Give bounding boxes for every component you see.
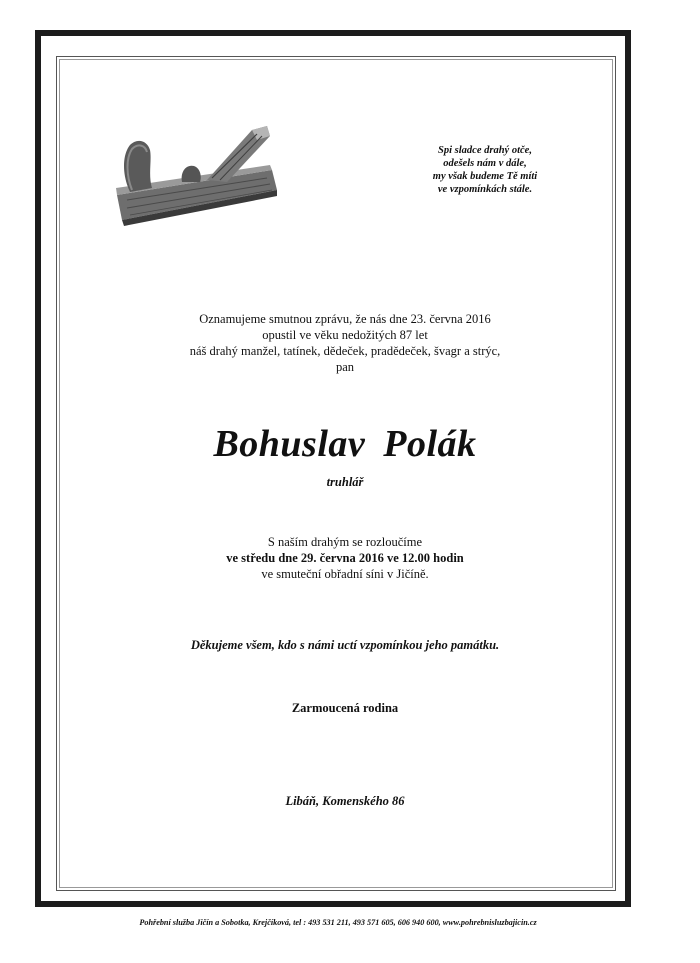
funeral-date-time: ve středu dne 29. června 2016 ve 12.00 hodin — [226, 551, 464, 565]
announcement-line: pan — [335, 360, 355, 374]
poem-line: Spi sladce drahý otče, — [438, 145, 532, 156]
funeral-location: ve smuteční obřadní síni v Jičíně. — [261, 567, 429, 581]
poem-line: ve vzpomínkách stále. — [437, 184, 533, 195]
family-signature: Zarmoucená rodina — [291, 701, 399, 715]
family-address: Libáň, Komenského 86 — [285, 794, 405, 808]
poem-line: my však budeme Tě míti — [432, 171, 538, 182]
memorial-poem — [400, 144, 570, 196]
announcement-line: náš drahý manžel, tatínek, dědeček, pradědeček, švagr a strýc, — [189, 344, 501, 358]
thanks-message: Děkujeme všem, kdo s námi uctí vzpomínkou jeho památku. — [190, 638, 500, 652]
farewell-intro: S naším drahým se rozloučíme — [267, 535, 423, 549]
death-announcement — [80, 311, 610, 375]
funeral-service-footer: Pohřební služba Jičín a Sobotka, Krejčíková, tel : 493 531 211, 493 571 605, 606 940 600, www.pohrebnisluzbajicin.cz — [139, 918, 537, 927]
deceased-profession: truhlář — [326, 475, 364, 489]
announcement-line: Oznamujeme smutnou zprávu, že nás dne 23. června 2016 — [199, 312, 491, 326]
funeral-details — [80, 534, 610, 582]
announcement-line: opustil ve věku nedožitých 87 let — [262, 328, 428, 342]
deceased-name: Bohuslav Polák — [213, 423, 477, 465]
poem-line: odešels nám v dále, — [443, 158, 527, 169]
hand-plane-icon — [112, 120, 282, 230]
